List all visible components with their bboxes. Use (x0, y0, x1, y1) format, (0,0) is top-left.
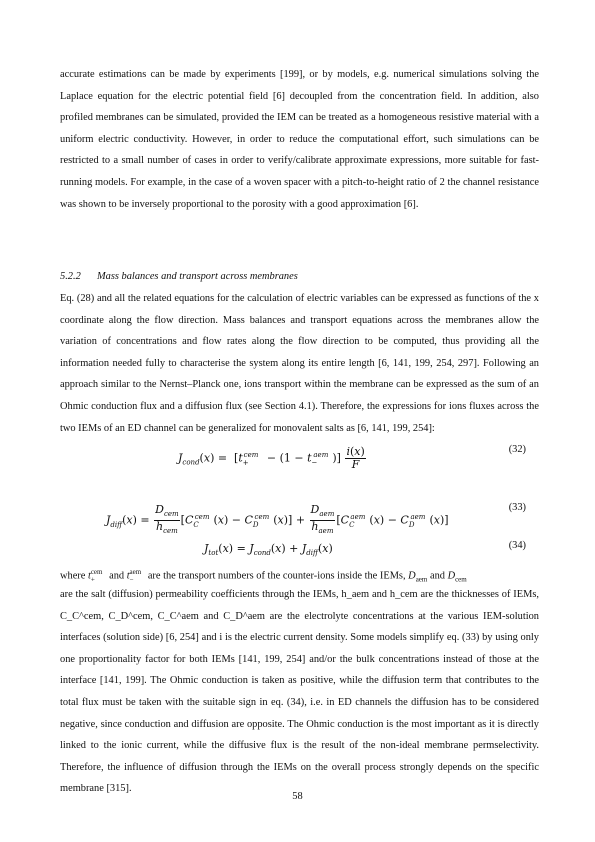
paragraph-intro: accurate estimations can be made by experiments [199], or by models, e.g. numerical simulations solving the Laplace equation for the electric potential field [6] decoupled from the concentration field. In addition, also profiled membranes can be simulated, provided the IEM can be treated as a homogeneous resistive material with a uniform electric conductivity. However, in order to reduce the computational effort, such simulations can be restricted to a small number of cases in order to verify/calibrate approximate expressions, more suitable for fast-running models. For example, in the case of a woven spacer with a pitch-to-height ratio of 2 the channel resistance was shown to be inversely proportional to the porosity with a good approximation [6]. (60, 69, 539, 210)
section-title: Mass balances and transport across membranes (97, 271, 298, 282)
section-number: 5.2.2 (60, 271, 81, 282)
equation-32 (60, 440, 539, 470)
equation-34-body: $J_{tot}(x) = J_{cond}(x) + J_{diff}(x)$ (204, 542, 333, 558)
equation-32-number: (32) (508, 444, 526, 455)
equation-33-number: (33) (508, 502, 526, 513)
equation-33 (60, 498, 539, 536)
paragraph-mass-balance: Eq. (28) and all the related equations for the calculation of electric variables can be expressed as functions of the x coordinate along the flow direction. Mass balances and transport equations across the membranes allow the variation of concentrations and flow rates along the flow direction to be computed, thus providing all the information needed fully to characterise the system along its entire length [6, 141, 199, 254, 297]. Following an approach similar to the Nernst–Planck one, ions transport within the membrane can be expressed as the sum of an Ohmic conduction flux and a diffusion flux (see Section 4.1). Therefore, the expressions for ions fluxes across the two IEMs of an ED channel can be generalized for monovalent salts as [6, 141, 199, 254]: (60, 293, 539, 434)
equation-34-number: (34) (508, 540, 526, 551)
page-number: 58 (292, 791, 303, 802)
equation-32-fraction: $\frac{i(x)}{F}$ (346, 445, 365, 471)
paragraph-where-line: where $t_+^{cem}$ and $t_-^{aem}$ are the transport numbers of the counter-ions inside the IEMs, $D_{aem}$ and $D_{cem}$ (60, 568, 467, 584)
equation-33-body: $J_{diff}(x)$ = $\frac{D_{cem}}{h_{cem}}$ [$C_C^{cem}$ $(x) - C_D^{cem}$ (x)] + $\frac{D_{aem}}{h_{aem}}$ [$C_C^{aem}$ $(x) - C_D^{aem}$ (x)] (106, 503, 449, 536)
paragraph-explanation: are the salt (diffusion) permeability coefficients through the IEMs, h_aem and h_cem are the thicknesses of IEMs, C_C^cem, C_D^cem, C_C^aem and C_D^aem are the electrolyte concentrations at the various IEM-solution interfaces (solution side) [6, 254] and i is the electric current density. Some models simplify eq. (33) by using only one proportionality factor for both IEMs [141, 199, 254] and/or the bulk concentrations instead of those at the interface [141, 199]. The Ohmic conduction is taken as positive, while the diffusion term that contributes to the total flux must be taken with the suitable sign in eq. (34), i.e. in ED channels the diffusion has to be considered negative, since conduction and diffusion are opposite. The Ohmic conduction is the most important as it is directly linked to the ionic current, while the diffusive flux is the result of the non-ideal membrane permselectivity. Therefore, the influence of diffusion through the IEMs on the overall process strongly depends on the specific membrane [315]. (60, 589, 539, 795)
section-heading (60, 266, 539, 288)
equation-32-body: $J_{cond}(x) = [t_+^{cem} - (1 - t_-^{aem}$ )] $\frac{i(x)}{F}$ (178, 445, 365, 471)
